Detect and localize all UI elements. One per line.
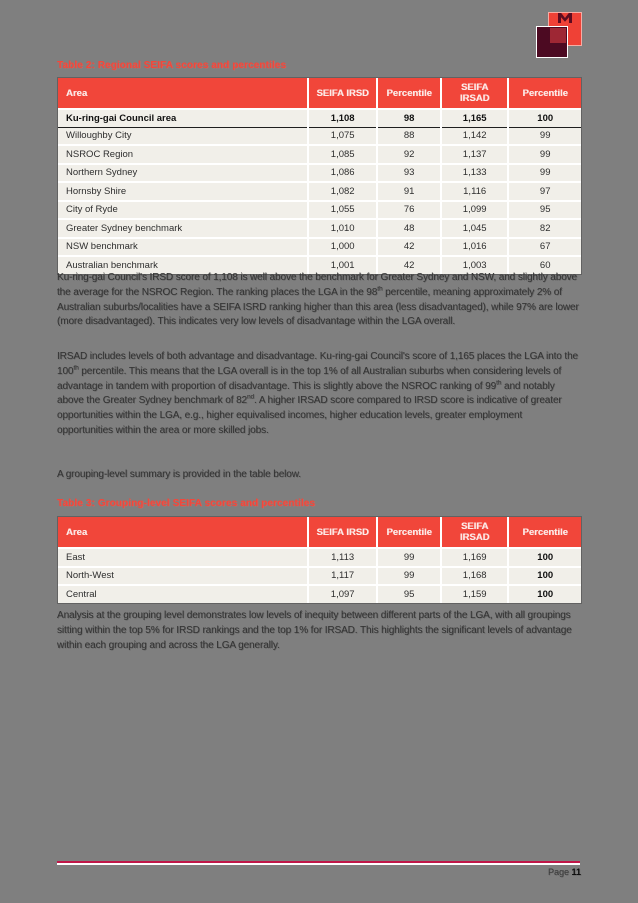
value-cell: 99 (508, 145, 581, 164)
column-header: Area (58, 78, 308, 109)
grouping-seifa-table-container (57, 516, 582, 604)
paragraph-grouping-summary-intro (57, 468, 580, 483)
value-cell: 1,016 (441, 238, 509, 257)
grouping-table-title: Table 3: Grouping-level SEIFA scores and percentiles (57, 498, 316, 509)
area-cell: Australian benchmark (58, 256, 308, 274)
value-cell: 1,133 (441, 164, 509, 183)
value-cell: 1,142 (441, 127, 509, 145)
value-cell: 100 (508, 585, 581, 603)
value-cell: 1,097 (308, 585, 378, 603)
value-cell: 92 (377, 145, 440, 164)
table-header-row (58, 78, 581, 109)
value-cell: 1,000 (308, 238, 378, 257)
regional-seifa-table-container (57, 77, 582, 275)
value-cell: 1,075 (308, 127, 378, 145)
column-header: Area (58, 517, 308, 548)
paragraph-text: Analysis at the grouping level demonstrates low levels of inequity between different parts of the LGA, with all groupings sitting within the top 5% for IRSD rankings and the top 1% for IRSAD. This highlights the significant levels of advantage within each grouping and across the LGA generally. (57, 610, 572, 651)
value-cell: 1,086 (308, 164, 378, 183)
brand-logo (536, 10, 594, 60)
value-cell: 99 (377, 567, 440, 586)
value-cell: 100 (508, 548, 581, 567)
value-cell: 1,169 (441, 548, 509, 567)
paragraph-text: IRSAD includes levels of both advantage and disadvantage. Ku-ring-gai Council's score of 1,165 places the LGA into the 100 (57, 351, 578, 377)
value-cell: 1,045 (441, 219, 509, 238)
regional-seifa-table (58, 78, 581, 274)
column-header: Percentile (377, 517, 440, 548)
value-cell: 1,116 (441, 182, 509, 201)
value-cell: 97 (508, 182, 581, 201)
ordinal-superscript: nd (247, 394, 255, 402)
ordinal-superscript: th (73, 364, 79, 372)
value-cell: 1,108 (308, 109, 378, 127)
value-cell: 99 (377, 548, 440, 567)
value-cell: 91 (377, 182, 440, 201)
table-row (58, 127, 581, 145)
page-number-label: Page (547, 867, 572, 877)
column-header: SEIFA IRSD (308, 78, 378, 109)
value-cell: 95 (508, 201, 581, 220)
area-cell: City of Ryde (58, 201, 308, 220)
paragraph-text: and notably above the Greater Sydney benchmark of 82 (57, 380, 555, 407)
value-cell: 82 (508, 219, 581, 238)
value-cell: 42 (377, 256, 440, 274)
paragraph-irsad-analysis (57, 350, 580, 439)
column-header: SEIFA IRSAD (441, 78, 509, 109)
value-cell: 99 (508, 164, 581, 183)
value-cell: 1,168 (441, 567, 509, 586)
paragraph-text: A grouping-level summary is provided in the table below. (57, 469, 301, 480)
table-row (58, 201, 581, 220)
value-cell: 1,117 (308, 567, 378, 586)
value-cell: 1,003 (441, 256, 509, 274)
area-cell: NSROC Region (58, 145, 308, 164)
value-cell: 98 (377, 109, 440, 127)
paragraph-grouping-analysis (57, 609, 580, 653)
table-row (58, 219, 581, 238)
paragraph-irsd-analysis (57, 271, 580, 330)
value-cell: 1,137 (441, 145, 509, 164)
ordinal-superscript: th (496, 379, 502, 387)
area-cell: Central (58, 585, 308, 603)
column-header: Percentile (508, 517, 581, 548)
area-cell: NSW benchmark (58, 238, 308, 257)
table-header-row (58, 517, 581, 548)
value-cell: 99 (508, 127, 581, 145)
value-cell: 100 (508, 567, 581, 586)
value-cell: 1,085 (308, 145, 378, 164)
logo-m-icon (558, 13, 572, 23)
table-row (58, 164, 581, 183)
column-header: SEIFA IRSAD (441, 517, 509, 548)
value-cell: 76 (377, 201, 440, 220)
grouping-seifa-table (58, 517, 581, 603)
column-header: Percentile (508, 78, 581, 109)
value-cell: 60 (508, 256, 581, 274)
area-cell: Hornsby Shire (58, 182, 308, 201)
table-row (58, 145, 581, 164)
ordinal-superscript: th (377, 285, 383, 293)
value-cell: 48 (377, 219, 440, 238)
column-header: SEIFA IRSD (308, 517, 378, 548)
paragraph-text: percentile. This means that the LGA overall is in the top 1% of all Australian suburbs when considering levels of advantage in tandem with proportion of disadvantage. This is slightly above the NSROC ranking of 99 (57, 365, 562, 392)
column-header: Percentile (377, 78, 440, 109)
value-cell: 1,010 (308, 219, 378, 238)
footer-divider (57, 861, 580, 863)
value-cell: 1,001 (308, 256, 378, 274)
value-cell: 95 (377, 585, 440, 603)
value-cell: 88 (377, 127, 440, 145)
area-cell: Willoughby City (58, 127, 308, 145)
value-cell: 1,082 (308, 182, 378, 201)
area-cell: Ku-ring-gai Council area (58, 109, 308, 127)
paragraph-text: . A higher IRSAD score compared to IRSD score is indicative of greater opportunities within the LGA, e.g., higher equivalised incomes, higher education levels, greater employment opportunities within the area or more skilled jobs. (57, 395, 562, 436)
page-number-value: 11 (571, 867, 581, 877)
area-cell: North-West (58, 567, 308, 586)
table-row (58, 567, 581, 586)
value-cell: 67 (508, 238, 581, 257)
table-row (58, 238, 581, 257)
regional-table-title: Table 2: Regional SEIFA scores and percentiles (57, 60, 287, 71)
value-cell: 100 (508, 109, 581, 127)
table-row (58, 182, 581, 201)
value-cell: 1,165 (441, 109, 509, 127)
area-cell: East (58, 548, 308, 567)
value-cell: 1,055 (308, 201, 378, 220)
table-row (58, 109, 581, 127)
area-cell: Greater Sydney benchmark (58, 219, 308, 238)
paragraph-text: percentile, meaning approximately 2% of Australian suburbs/localities have a SEIFA ISRD ranking higher than this area (less disadvantaged), while 97% are lower (more disadvantaged). This indicates very low levels of disadvantage within the LGA overall. (57, 286, 579, 328)
paragraph-text: Ku-ring-gai Council's IRSD score of 1,108 is well above the benchmark for Greater Sydney and NSW, and slightly above the average for the NSROC Region. The ranking places the LGA in the 98 (57, 272, 578, 298)
value-cell: 1,159 (441, 585, 509, 603)
table-row (58, 585, 581, 603)
value-cell: 42 (377, 238, 440, 257)
table-row (58, 548, 581, 567)
page-number (548, 867, 581, 877)
logo-overlap-square (550, 28, 566, 43)
value-cell: 1,099 (441, 201, 509, 220)
value-cell: 1,113 (308, 548, 378, 567)
value-cell: 93 (377, 164, 440, 183)
area-cell: Northern Sydney (58, 164, 308, 183)
